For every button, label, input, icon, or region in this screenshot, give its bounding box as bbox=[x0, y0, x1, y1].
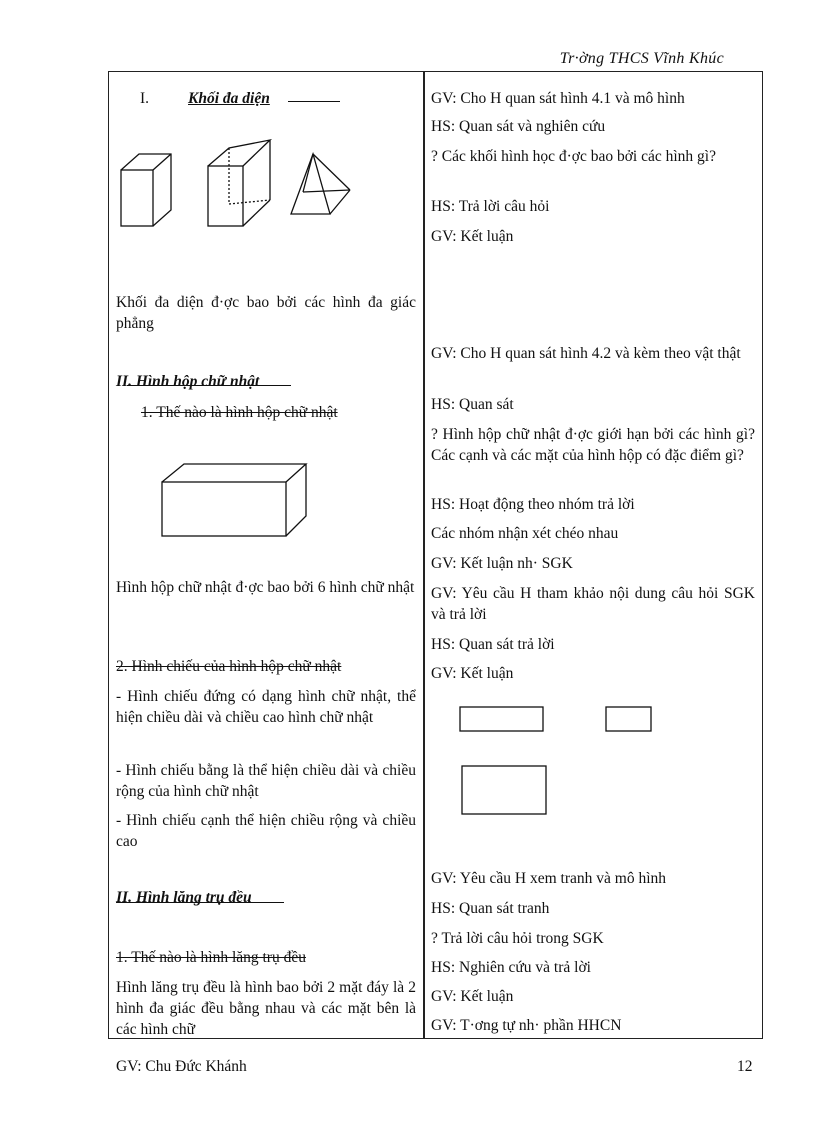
sec2-sub1: 1. Thế nào là hình hộp chữ nhật bbox=[141, 404, 338, 421]
sec2-definition: Hình hộp chữ nhật đ·ợc bao bởi 6 hình chữ nhật bbox=[116, 579, 415, 596]
sec2-title: II. Hình hộp chữ nhật bbox=[116, 373, 260, 390]
right-line-3: ? Các khối hình học đ·ợc bao bởi các hình gì? bbox=[431, 148, 716, 165]
footer-teacher: GV: Chu Đức Khánh bbox=[116, 1058, 247, 1075]
cuboid-figure bbox=[160, 460, 310, 540]
column-divider bbox=[423, 71, 425, 1039]
sec1-number: I. bbox=[140, 90, 150, 107]
right-line-2: HS: Quan sát và nghiên cứu bbox=[431, 118, 606, 135]
sec3-title-underline bbox=[116, 902, 284, 903]
projection-views bbox=[458, 705, 658, 817]
front-view bbox=[460, 707, 543, 731]
right-line-10: Các nhóm nhận xét chéo nhau bbox=[431, 525, 619, 542]
right-line-20: GV: T·ơng tự nh· phần HHCN bbox=[431, 1017, 622, 1034]
projection-side: - Hình chiếu cạnh thể hiện chiều rộng và chiều cao bbox=[116, 812, 416, 850]
sec2-sub2: 2. Hình chiếu của hình hộp chữ nhật bbox=[116, 658, 342, 675]
right-line-19: GV: Kết luận bbox=[431, 988, 514, 1005]
header-school: Tr·ờng THCS Vĩnh Khúc bbox=[559, 50, 724, 67]
sec1-definition: Khối đa diện đ·ợc bao bởi các hình đa giác phẳng bbox=[116, 294, 416, 332]
right-line-14: GV: Kết luận bbox=[431, 665, 514, 682]
side-view bbox=[606, 707, 651, 731]
top-view bbox=[462, 766, 546, 814]
sec1-title: Khối đa diện bbox=[188, 90, 270, 107]
right-line-4: HS: Trả lời câu hỏi bbox=[431, 198, 550, 215]
projection-top: - Hình chiếu bằng là thể hiện chiều dài và chiều rộng của hình chữ nhật bbox=[116, 762, 416, 800]
right-line-12: GV: Yêu cầu H tham khảo nội dung câu hỏi SGK và trả lời bbox=[431, 585, 755, 623]
footer-page-number: 12 bbox=[737, 1058, 753, 1075]
right-line-17: ? Trả lời câu hỏi trong SGK bbox=[431, 930, 604, 947]
right-line-5: GV: Kết luận bbox=[431, 228, 514, 245]
sec3-definition: Hình lăng trụ đều là hình bao bởi 2 mặt đáy là 2 hình đa giác đều bằng nhau và các mặt bên là các hình chữ bbox=[116, 979, 416, 1038]
sec3-title: II. Hình lăng trụ đều bbox=[116, 889, 252, 906]
sec3-sub1: 1. Thế nào là hình lăng trụ đều bbox=[116, 949, 306, 966]
right-line-18: HS: Nghiên cứu và trả lời bbox=[431, 959, 591, 976]
right-line-9: HS: Hoạt động theo nhóm trả lời bbox=[431, 496, 635, 513]
sec2-title-underline bbox=[127, 385, 291, 386]
right-line-15: GV: Yêu cầu H xem tranh và mô hình bbox=[431, 870, 667, 887]
polyhedra-figures bbox=[118, 140, 358, 240]
right-line-8: ? Hình hộp chữ nhật đ·ợc giới hạn bởi các hình gì? Các cạnh và các mặt của hình hộp có đặc điểm gì? bbox=[431, 426, 755, 464]
prism-back-edges bbox=[121, 154, 171, 226]
right-line-7: HS: Quan sát bbox=[431, 396, 514, 413]
right-line-6: GV: Cho H quan sát hình 4.2 và kèm theo vật thật bbox=[431, 345, 741, 362]
right-line-16: HS: Quan sát tranh bbox=[431, 900, 550, 917]
tri-prism-front bbox=[208, 166, 243, 226]
prism-front bbox=[121, 170, 153, 226]
right-line-11: GV: Kết luận nh· SGK bbox=[431, 555, 573, 572]
right-line-1: GV: Cho H quan sát hình 4.1 và mô hình bbox=[431, 90, 685, 107]
projection-front: - Hình chiếu đứng có dạng hình chữ nhật, thể hiện chiều dài và chiều cao hình chữ nhật bbox=[116, 688, 416, 726]
right-line-13: HS: Quan sát trả lời bbox=[431, 636, 555, 653]
sec1-title-underline bbox=[288, 101, 340, 102]
